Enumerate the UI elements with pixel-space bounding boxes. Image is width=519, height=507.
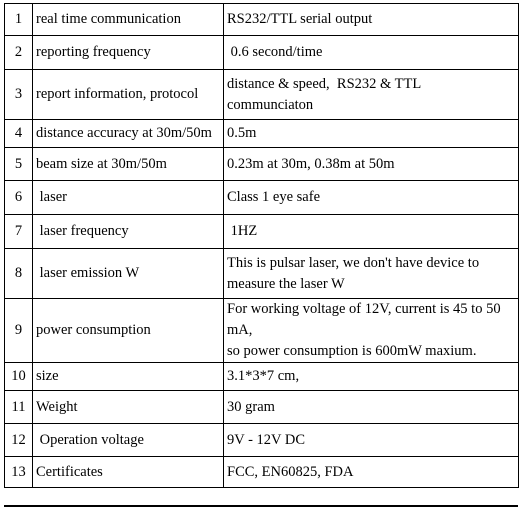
parameter-value	[224, 299, 519, 363]
table-row	[5, 181, 519, 215]
row-number: 11	[5, 391, 33, 424]
table-row	[5, 36, 519, 70]
value-line: FCC, EN60825, FDA	[227, 463, 354, 480]
parameter-name: laser emission W	[33, 249, 224, 299]
row-number: 5	[5, 148, 33, 181]
value-line: distance & speed, RS232 & TTL	[227, 75, 422, 92]
parameter-name: Weight	[33, 391, 224, 424]
row-number: 3	[5, 70, 33, 120]
value-line: measure the laser W	[227, 275, 345, 292]
parameter-value	[224, 249, 519, 299]
value-line: 1HZ	[227, 223, 258, 239]
row-number: 6	[5, 181, 33, 215]
value-line: Class 1 eye safe	[227, 189, 321, 205]
row-number: 12	[5, 424, 33, 457]
parameter-value	[224, 148, 519, 181]
row-number: 13	[5, 457, 33, 488]
parameter-name: laser	[33, 181, 224, 215]
parameter-value	[224, 391, 519, 424]
specification-table-body	[5, 4, 519, 488]
row-number: 1	[5, 4, 33, 36]
table-row	[5, 457, 519, 488]
parameter-value	[224, 4, 519, 36]
table-row	[5, 148, 519, 181]
specification-table	[4, 3, 519, 488]
table-row	[5, 363, 519, 391]
value-line: This is pulsar laser, we don't have device to	[227, 254, 480, 271]
value-line: 0.5m	[227, 125, 257, 141]
value-line: 0.6 second/time	[227, 44, 323, 60]
parameter-name: distance accuracy at 30m/50m	[33, 120, 224, 148]
table-row	[5, 299, 519, 363]
row-number: 7	[5, 215, 33, 249]
parameter-value	[224, 215, 519, 249]
parameter-value	[224, 36, 519, 70]
value-line: 3.1*3*7 cm,	[227, 368, 300, 384]
row-number: 2	[5, 36, 33, 70]
parameter-name: report information, protocol	[33, 70, 224, 120]
parameter-value	[224, 424, 519, 457]
value-line: so power consumption is 600mW maxium.	[227, 343, 477, 359]
parameter-name: Operation voltage	[33, 424, 224, 457]
parameter-name: size	[33, 363, 224, 391]
parameter-name: Certificates	[33, 457, 224, 488]
parameter-name: real time communication	[33, 4, 224, 36]
parameter-value	[224, 363, 519, 391]
table-row	[5, 249, 519, 299]
row-number: 4	[5, 120, 33, 148]
table-row	[5, 215, 519, 249]
value-line: communciaton	[227, 96, 314, 113]
parameter-value	[224, 120, 519, 148]
table-row	[5, 120, 519, 148]
parameter-value	[224, 70, 519, 120]
parameter-name: laser frequency	[33, 215, 224, 249]
table-row	[5, 424, 519, 457]
row-number: 9	[5, 299, 33, 363]
table-row	[5, 4, 519, 36]
row-number: 10	[5, 363, 33, 391]
parameter-value	[224, 457, 519, 488]
table-row	[5, 391, 519, 424]
parameter-value	[224, 181, 519, 215]
value-line: For working voltage of 12V, current is 45 to 50	[227, 301, 501, 317]
value-line: 30 gram	[227, 398, 275, 415]
parameter-name: power consumption	[33, 299, 224, 363]
table-row	[5, 70, 519, 120]
value-line: mA,	[227, 322, 253, 338]
value-line: 0.23m at 30m, 0.38m at 50m	[227, 155, 395, 172]
parameter-name: reporting frequency	[33, 36, 224, 70]
row-number: 8	[5, 249, 33, 299]
parameter-name: beam size at 30m/50m	[33, 148, 224, 181]
value-line: 9V - 12V DC	[227, 431, 306, 448]
value-line: RS232/TTL serial output	[227, 11, 373, 27]
